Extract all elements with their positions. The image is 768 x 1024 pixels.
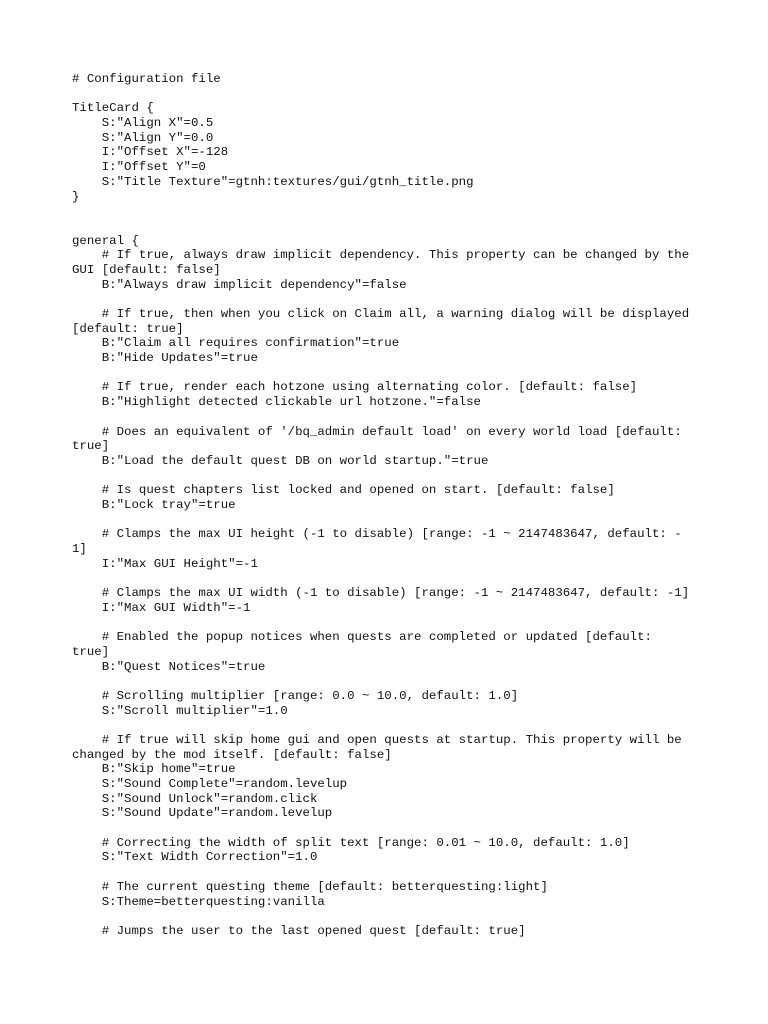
config-line: S:Theme=betterquesting:vanilla [72, 894, 325, 909]
config-line: S:"Scroll multiplier"=1.0 [72, 703, 288, 718]
config-line [72, 410, 702, 425]
config-line: # Does an equivalent of '/bq_admin default load' on every world load [default: [72, 424, 682, 439]
config-line: # If true will skip home gui and open quests at startup. This property will be [72, 732, 682, 747]
config-line [72, 909, 702, 924]
config-line [72, 513, 702, 528]
config-line: # If true, always draw implicit dependency. This property can be changed by the [72, 248, 690, 263]
config-line [72, 718, 702, 733]
config-line: B:"Claim all requires confirmation"=true [72, 336, 400, 351]
config-line [72, 469, 702, 484]
config-line: [default: true] [72, 321, 184, 336]
config-line: # If true, render each hotzone using alternating color. [default: false] [72, 380, 638, 395]
config-line: # Configuration file [72, 72, 221, 86]
config-line: # Correcting the width of split text [range: 0.01 ~ 10.0, default: 1.0] [72, 835, 630, 850]
config-line: I:"Offset X"=-128 [72, 145, 229, 160]
config-line: B:"Highlight detected clickable url hotzone."=false [72, 395, 481, 410]
config-line: S:"Sound Unlock"=random.click [72, 791, 318, 806]
config-line: TitleCard { [72, 101, 154, 116]
config-line: I:"Offset Y"=0 [72, 160, 206, 175]
config-line [72, 865, 702, 880]
config-line: # The current questing theme [default: betterquesting:light] [72, 879, 548, 894]
config-line [72, 204, 702, 219]
config-line: S:"Text Width Correction"=1.0 [72, 850, 318, 865]
config-line: B:"Quest Notices"=true [72, 659, 266, 674]
config-line: S:"Align Y"=0.0 [72, 130, 214, 145]
config-line: S:"Title Texture"=gtnh:textures/gui/gtnh_title.png [72, 174, 474, 189]
config-line: B:"Skip home"=true [72, 762, 236, 777]
config-line: # Is quest chapters list locked and opened on start. [default: false] [72, 483, 615, 498]
config-line: 1] [72, 542, 87, 556]
config-line [72, 674, 702, 689]
config-line: # Clamps the max UI width (-1 to disable) [range: -1 ~ 2147483647, default: -1] [72, 586, 690, 601]
config-line: I:"Max GUI Width"=-1 [72, 600, 251, 615]
config-line: # Enabled the popup notices when quests are completed or updated [default: [72, 630, 652, 645]
config-line: # Clamps the max UI height (-1 to disable) [range: -1 ~ 2147483647, default: - [72, 527, 682, 542]
config-document [72, 72, 702, 939]
config-line: # If true, then when you click on Claim all, a warning dialog will be displayed [72, 307, 690, 321]
config-line [72, 571, 702, 586]
config-line [72, 821, 702, 836]
config-line: # Jumps the user to the last opened quest [default: true] [72, 923, 526, 938]
config-line: } [72, 189, 80, 204]
config-line [72, 219, 702, 234]
config-line: B:"Hide Updates"=true [72, 351, 258, 366]
config-line: S:"Sound Update"=random.levelup [72, 806, 333, 821]
config-line: I:"Max GUI Height"=-1 [72, 556, 258, 571]
config-line: true] [72, 439, 110, 454]
config-line: changed by the mod itself. [default: false] [72, 747, 392, 762]
config-line [72, 87, 702, 102]
config-line: B:"Lock tray"=true [72, 497, 236, 512]
config-line: B:"Load the default quest DB on world startup."=true [72, 453, 489, 468]
config-line: true] [72, 644, 110, 659]
config-line: # Scrolling multiplier [range: 0.0 ~ 10.0, default: 1.0] [72, 688, 519, 703]
config-line: GUI [default: false] [72, 262, 221, 277]
config-line [72, 615, 702, 630]
config-line: S:"Align X"=0.5 [72, 116, 214, 131]
config-line: S:"Sound Complete"=random.levelup [72, 777, 348, 791]
config-line: B:"Always draw implicit dependency"=false [72, 277, 407, 292]
config-line [72, 366, 702, 381]
config-line: general { [72, 233, 139, 248]
config-line [72, 292, 702, 307]
